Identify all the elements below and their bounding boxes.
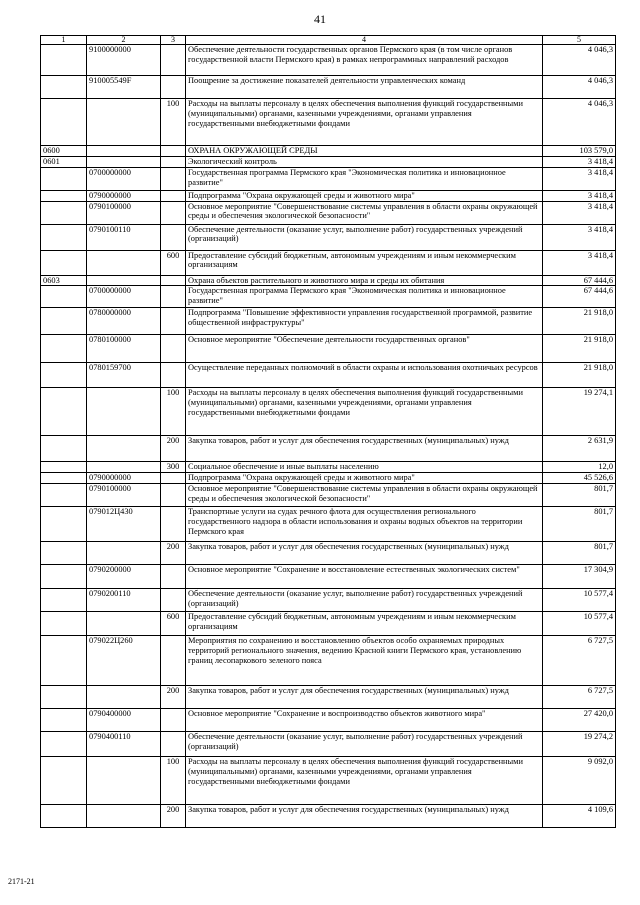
description-cell: Подпрограмма "Повышение эффективности управления государственной программой, развитие общественной инфраструктуры"	[186, 308, 543, 335]
expense-type-cell	[161, 363, 186, 388]
table-row	[41, 45, 616, 76]
table-row	[41, 76, 616, 99]
section-code-cell	[41, 541, 87, 564]
expense-type-cell	[161, 588, 186, 611]
table-row	[41, 588, 616, 611]
amount-cell: 4 109,6	[543, 804, 616, 827]
expense-type-cell	[161, 708, 186, 731]
table-row	[41, 146, 616, 157]
target-article-cell: 0790200000	[87, 564, 161, 588]
description-cell: Основное мероприятие "Совершенствование системы управления в области охраны окружающей среды и обеспечения экологической безопасности"	[186, 483, 543, 506]
table-row	[41, 611, 616, 635]
table-row	[41, 224, 616, 250]
section-code-cell: 0601	[41, 157, 87, 168]
section-code-cell	[41, 436, 87, 462]
expense-type-cell	[161, 275, 186, 286]
description-cell: Закупка товаров, работ и услуг для обеспечения государственных (муниципальных) нужд	[186, 685, 543, 708]
table-row	[41, 506, 616, 541]
amount-cell: 4 046,3	[543, 99, 616, 146]
description-cell: Осуществление переданных полномочий в области охраны и использования охотничьих ресурсов	[186, 363, 543, 388]
section-code-cell	[41, 635, 87, 685]
target-article-cell	[87, 157, 161, 168]
amount-cell: 19 274,2	[543, 731, 616, 756]
target-article-cell: 910005549F	[87, 76, 161, 99]
expense-type-cell: 100	[161, 756, 186, 804]
section-code-cell	[41, 462, 87, 473]
section-code-cell	[41, 286, 87, 308]
section-code-cell	[41, 473, 87, 484]
table-row	[41, 157, 616, 168]
target-article-cell	[87, 462, 161, 473]
expense-type-cell	[161, 157, 186, 168]
description-cell: Государственная программа Пермского края "Экономическая политика и инновационное развитие"	[186, 167, 543, 190]
section-code-cell	[41, 611, 87, 635]
target-article-cell	[87, 388, 161, 436]
expense-type-cell	[161, 45, 186, 76]
table-row	[41, 388, 616, 436]
target-article-cell: 0780100000	[87, 335, 161, 363]
expense-type-cell: 200	[161, 436, 186, 462]
target-article-cell: 0790000000	[87, 190, 161, 201]
table-row	[41, 335, 616, 363]
target-article-cell: 0790100110	[87, 224, 161, 250]
amount-cell: 3 418,4	[543, 224, 616, 250]
amount-cell: 21 918,0	[543, 363, 616, 388]
expense-type-cell	[161, 308, 186, 335]
table-row	[41, 708, 616, 731]
section-code-cell	[41, 76, 87, 99]
table-row	[41, 483, 616, 506]
table-row	[41, 308, 616, 335]
target-article-cell	[87, 541, 161, 564]
amount-cell: 10 577,4	[543, 588, 616, 611]
table-row	[41, 462, 616, 473]
expense-type-cell	[161, 335, 186, 363]
amount-cell: 103 579,0	[543, 146, 616, 157]
expense-type-cell: 100	[161, 388, 186, 436]
amount-cell: 3 418,4	[543, 167, 616, 190]
section-code-cell: 0603	[41, 275, 87, 286]
table-row	[41, 685, 616, 708]
amount-cell: 12,0	[543, 462, 616, 473]
table-row	[41, 250, 616, 275]
target-article-cell: 0790400110	[87, 731, 161, 756]
expense-type-cell: 600	[161, 250, 186, 275]
amount-cell: 10 577,4	[543, 611, 616, 635]
expense-type-cell	[161, 564, 186, 588]
amount-cell: 27 420,0	[543, 708, 616, 731]
table-row	[41, 436, 616, 462]
target-article-cell: 0780159700	[87, 363, 161, 388]
header-col-3: 3	[161, 36, 186, 45]
description-cell: Транспортные услуги на судах речного флота для осуществления регионального государственного надзора в области использования и охраны водных объектов на территории Пермского края	[186, 506, 543, 541]
description-cell: Экологический контроль	[186, 157, 543, 168]
section-code-cell	[41, 804, 87, 827]
description-cell: Закупка товаров, работ и услуг для обеспечения государственных (муниципальных) нужд	[186, 541, 543, 564]
table-row	[41, 731, 616, 756]
header-col-1: 1	[41, 36, 87, 45]
section-code-cell	[41, 201, 87, 224]
amount-cell: 801,7	[543, 506, 616, 541]
target-article-cell	[87, 756, 161, 804]
description-cell: Обеспечение деятельности (оказание услуг, выполнение работ) государственных учреждений (организаций)	[186, 731, 543, 756]
section-code-cell	[41, 335, 87, 363]
table-row	[41, 99, 616, 146]
expense-type-cell	[161, 224, 186, 250]
section-code-cell	[41, 388, 87, 436]
target-article-cell: 0790100000	[87, 201, 161, 224]
description-cell: Обеспечение деятельности (оказание услуг, выполнение работ) государственных учреждений (организаций)	[186, 224, 543, 250]
section-code-cell	[41, 731, 87, 756]
target-article-cell: 9100000000	[87, 45, 161, 76]
description-cell: Подпрограмма "Охрана окружающей среды и животного мира"	[186, 190, 543, 201]
description-cell: Расходы на выплаты персоналу в целях обеспечения выполнения функций государственными (муниципальными) органами, казенными учреждениями, органами управления государственными внебюджетными фондами	[186, 388, 543, 436]
target-article-cell	[87, 99, 161, 146]
expense-type-cell: 600	[161, 611, 186, 635]
target-article-cell: 0790400000	[87, 708, 161, 731]
amount-cell: 3 418,4	[543, 201, 616, 224]
expense-type-cell	[161, 146, 186, 157]
target-article-cell	[87, 275, 161, 286]
description-cell: Расходы на выплаты персоналу в целях обеспечения выполнения функций государственными (муниципальными) органами, казенными учреждениями, органами управления государственными внебюджетными фондами	[186, 756, 543, 804]
amount-cell: 4 046,3	[543, 45, 616, 76]
section-code-cell	[41, 190, 87, 201]
description-cell: Основное мероприятие "Обеспечение деятельности государственных органов"	[186, 335, 543, 363]
section-code-cell	[41, 250, 87, 275]
amount-cell: 3 418,4	[543, 157, 616, 168]
section-code-cell	[41, 483, 87, 506]
expense-type-cell: 200	[161, 804, 186, 827]
description-cell: Поощрение за достижение показателей деятельности управленческих команд	[186, 76, 543, 99]
target-article-cell: 0700000000	[87, 286, 161, 308]
section-code-cell	[41, 224, 87, 250]
description-cell: Основное мероприятие "Сохранение и воспроизводство объектов животного мира"	[186, 708, 543, 731]
table-row	[41, 190, 616, 201]
description-cell: Предоставление субсидий бюджетным, автономным учреждениям и иным некоммерческим организациям	[186, 611, 543, 635]
description-cell: ОХРАНА ОКРУЖАЮЩЕЙ СРЕДЫ	[186, 146, 543, 157]
amount-cell: 21 918,0	[543, 308, 616, 335]
document-code: 2171-21	[8, 877, 35, 886]
amount-cell: 17 304,9	[543, 564, 616, 588]
amount-cell: 2 631,9	[543, 436, 616, 462]
table-row	[41, 201, 616, 224]
expense-type-cell	[161, 731, 186, 756]
table-row	[41, 363, 616, 388]
table-row	[41, 635, 616, 685]
expense-type-cell	[161, 635, 186, 685]
expense-type-cell	[161, 483, 186, 506]
expense-type-cell	[161, 167, 186, 190]
target-article-cell	[87, 146, 161, 157]
expense-type-cell	[161, 506, 186, 541]
target-article-cell: 079012Ц430	[87, 506, 161, 541]
target-article-cell: 0780000000	[87, 308, 161, 335]
page-number: 41	[314, 12, 326, 26]
amount-cell: 19 274,1	[543, 388, 616, 436]
target-article-cell	[87, 685, 161, 708]
table-row	[41, 473, 616, 484]
header-col-5: 5	[543, 36, 616, 45]
description-cell: Основное мероприятие "Совершенствование системы управления в области охраны окружающей среды и обеспечения экологической безопасности"	[186, 201, 543, 224]
amount-cell: 801,7	[543, 483, 616, 506]
table-row	[41, 564, 616, 588]
description-cell: Охрана объектов растительного и животного мира и среды их обитания	[186, 275, 543, 286]
description-cell: Государственная программа Пермского края "Экономическая политика и инновационное развитие"	[186, 286, 543, 308]
target-article-cell	[87, 250, 161, 275]
expense-type-cell: 200	[161, 541, 186, 564]
description-cell: Мероприятия по сохранению и восстановлению объектов особо охраняемых природных территорий регионального значения, ведению Красной книги Пермского края, установлению границ лесопаркового зеленого пояса	[186, 635, 543, 685]
description-cell: Расходы на выплаты персоналу в целях обеспечения выполнения функций государственными (муниципальными) органами, казенными учреждениями, органами управления государственными внебюджетными фондами	[186, 99, 543, 146]
section-code-cell: 0600	[41, 146, 87, 157]
description-cell: Предоставление субсидий бюджетным, автономным учреждениям и иным некоммерческим организациям	[186, 250, 543, 275]
budget-table	[40, 35, 616, 828]
table-row	[41, 286, 616, 308]
table-row	[41, 804, 616, 827]
section-code-cell	[41, 756, 87, 804]
target-article-cell: 079022Ц260	[87, 635, 161, 685]
amount-cell: 67 444,6	[543, 286, 616, 308]
section-code-cell	[41, 45, 87, 76]
amount-cell: 4 046,3	[543, 76, 616, 99]
description-cell: Закупка товаров, работ и услуг для обеспечения государственных (муниципальных) нужд	[186, 804, 543, 827]
expense-type-cell	[161, 473, 186, 484]
description-cell: Обеспечение деятельности (оказание услуг, выполнение работ) государственных учреждений (организаций)	[186, 588, 543, 611]
target-article-cell: 0700000000	[87, 167, 161, 190]
amount-cell: 67 444,6	[543, 275, 616, 286]
table-header-row	[41, 36, 616, 45]
description-cell: Социальное обеспечение и иные выплаты населению	[186, 462, 543, 473]
description-cell: Обеспечение деятельности государственных органов Пермского края (в том числе органов государственной власти Пермского края) в рамках непрограммных направлений расходов	[186, 45, 543, 76]
description-cell: Закупка товаров, работ и услуг для обеспечения государственных (муниципальных) нужд	[186, 436, 543, 462]
expense-type-cell	[161, 286, 186, 308]
amount-cell: 3 418,4	[543, 190, 616, 201]
target-article-cell: 0790000000	[87, 473, 161, 484]
section-code-cell	[41, 685, 87, 708]
header-col-2: 2	[87, 36, 161, 45]
target-article-cell	[87, 436, 161, 462]
amount-cell: 21 918,0	[543, 335, 616, 363]
section-code-cell	[41, 506, 87, 541]
amount-cell: 6 727,5	[543, 635, 616, 685]
amount-cell: 45 526,6	[543, 473, 616, 484]
amount-cell: 3 418,4	[543, 250, 616, 275]
target-article-cell: 0790100000	[87, 483, 161, 506]
expense-type-cell	[161, 76, 186, 99]
expense-type-cell: 200	[161, 685, 186, 708]
section-code-cell	[41, 308, 87, 335]
section-code-cell	[41, 708, 87, 731]
expense-type-cell: 300	[161, 462, 186, 473]
expense-type-cell: 100	[161, 99, 186, 146]
section-code-cell	[41, 588, 87, 611]
header-col-4: 4	[186, 36, 543, 45]
table-row	[41, 756, 616, 804]
table-body	[41, 45, 616, 828]
description-cell: Подпрограмма "Охрана окружающей среды и животного мира"	[186, 473, 543, 484]
section-code-cell	[41, 564, 87, 588]
expense-type-cell	[161, 190, 186, 201]
amount-cell: 9 092,0	[543, 756, 616, 804]
section-code-cell	[41, 167, 87, 190]
expense-type-cell	[161, 201, 186, 224]
section-code-cell	[41, 363, 87, 388]
target-article-cell	[87, 611, 161, 635]
table-row	[41, 167, 616, 190]
target-article-cell: 0790200110	[87, 588, 161, 611]
amount-cell: 801,7	[543, 541, 616, 564]
table-row	[41, 275, 616, 286]
amount-cell: 6 727,5	[543, 685, 616, 708]
description-cell: Основное мероприятие "Сохранение и восстановление естественных экологических систем"	[186, 564, 543, 588]
section-code-cell	[41, 99, 87, 146]
table-row	[41, 541, 616, 564]
target-article-cell	[87, 804, 161, 827]
